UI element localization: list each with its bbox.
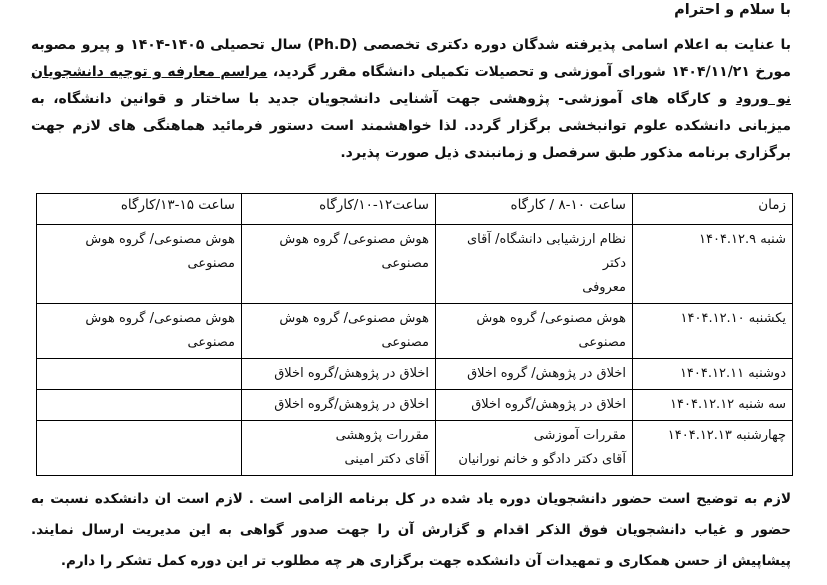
table-row	[37, 390, 793, 421]
header-slot-13-15: ساعت ۱۵-۱۳/کارگاه	[37, 194, 242, 225]
row-cell-slot2: هوش مصنوعی/ گروه هوش مصنوعی	[242, 304, 436, 359]
cell-line: مقررات آموزشی	[533, 428, 626, 443]
row-cell-slot2: اخلاق در پژوهش/گروه اخلاق	[242, 359, 436, 390]
header-slot-10-12: ساعت۱۲-۱۰/کارگاه	[242, 194, 436, 225]
table-row	[37, 225, 793, 304]
row-cell-slot2: هوش مصنوعی/ گروه هوش مصنوعی	[242, 225, 436, 304]
table-header-row	[37, 194, 793, 225]
schedule-table	[36, 193, 793, 476]
cell-line: مقررات پژوهشی	[335, 428, 429, 443]
row-cell-slot1: اخلاق در پژوهش/گروه اخلاق	[436, 390, 633, 421]
row-cell-slot3: هوش مصنوعی/ گروه هوش مصنوعی	[37, 225, 242, 304]
row-day: چهارشنبه ۱۴۰۴.۱۲.۱۳	[633, 421, 793, 476]
row-cell-slot2: اخلاق در پژوهش/گروه اخلاق	[242, 390, 436, 421]
row-cell-slot1: اخلاق در پژوهش/ گروه اخلاق	[436, 359, 633, 390]
cell-line: معروفی	[582, 280, 626, 295]
table-row	[37, 421, 793, 476]
row-day: دوشنبه ۱۴۰۴.۱۲.۱۱	[633, 359, 793, 390]
row-cell-slot1	[436, 225, 633, 304]
row-cell-slot2	[242, 421, 436, 476]
row-cell-slot1: هوش مصنوعی/ گروه هوش مصنوعی	[436, 304, 633, 359]
row-cell-slot3: هوش مصنوعی/ گروه هوش مصنوعی	[37, 304, 242, 359]
header-slot-8-10: ساعت ۱۰-۸ / کارگاه	[436, 194, 633, 225]
row-cell-slot3	[37, 390, 242, 421]
row-day: شنبه ۱۴۰۴.۱۲.۹	[633, 225, 793, 304]
row-cell-slot3	[37, 359, 242, 390]
table-row	[37, 359, 793, 390]
intro-text-2: و کارگاه های آموزشی- پژوهشی جهت آشنایی دانشجویان جدید با ساختار و قوانین دانشگاه، به میزبانی دانشکده علوم توانبخشی برگزار گردد. لذا خواهشمند است دستور فرمائید هماهنگی های لازم جهت برگزاری برنامه مذکور طبق سرفصل و زمانبندی ذیل صورت پذیرد.	[31, 91, 791, 161]
row-day: سه شنبه ۱۴۰۴.۱۲.۱۲	[633, 390, 793, 421]
row-day: یکشنبه ۱۴۰۴.۱۲.۱۰	[633, 304, 793, 359]
footer-paragraph: لازم به توضیح است حضور دانشجویان دوره یاد شده در کل برنامه الزامی است . لازم است ان دانشکده نسبت به حضور و غیاب دانشجویان فوق الذکر اقدام و گزارش آن را جهت صدور گواهی به این مدیریت ارسال نمایند. پیشاپیش از حسن همکاری و تمهیدات آن دانشکده جهت برگزاری هر چه مطلوب تر این دوره کمل تشکر را دارم.	[31, 491, 791, 569]
cell-line: آقای دکتر دادگو و خانم نورانیان	[458, 452, 626, 467]
intro-paragraph	[31, 32, 791, 167]
row-cell-slot3	[37, 421, 242, 476]
row-cell-slot1	[436, 421, 633, 476]
cell-line: نظام ارزشیابی دانشگاه/ آقای دکتر	[467, 232, 626, 271]
cell-line: آقای دکتر امینی	[344, 452, 429, 467]
greeting: با سلام و احترام	[674, 2, 791, 18]
intro-text-1: با عنایت به اعلام اسامی پذیرفته شدگان دوره دکتری تخصصی (Ph.D) سال تحصیلی ۱۴۰۵-۱۴۰۴ و پیرو مصوبه مورخ ۱۴۰۴/۱۱/۲۱ شورای آموزشی و تحصیلات تکمیلی دانشگاه مقرر گردید،	[31, 37, 792, 80]
intro-underlined-text: مراسم معارفه و توجیه دانشجویان نو ورود	[31, 64, 791, 107]
table-row	[37, 304, 793, 359]
header-time: زمان	[633, 194, 793, 225]
